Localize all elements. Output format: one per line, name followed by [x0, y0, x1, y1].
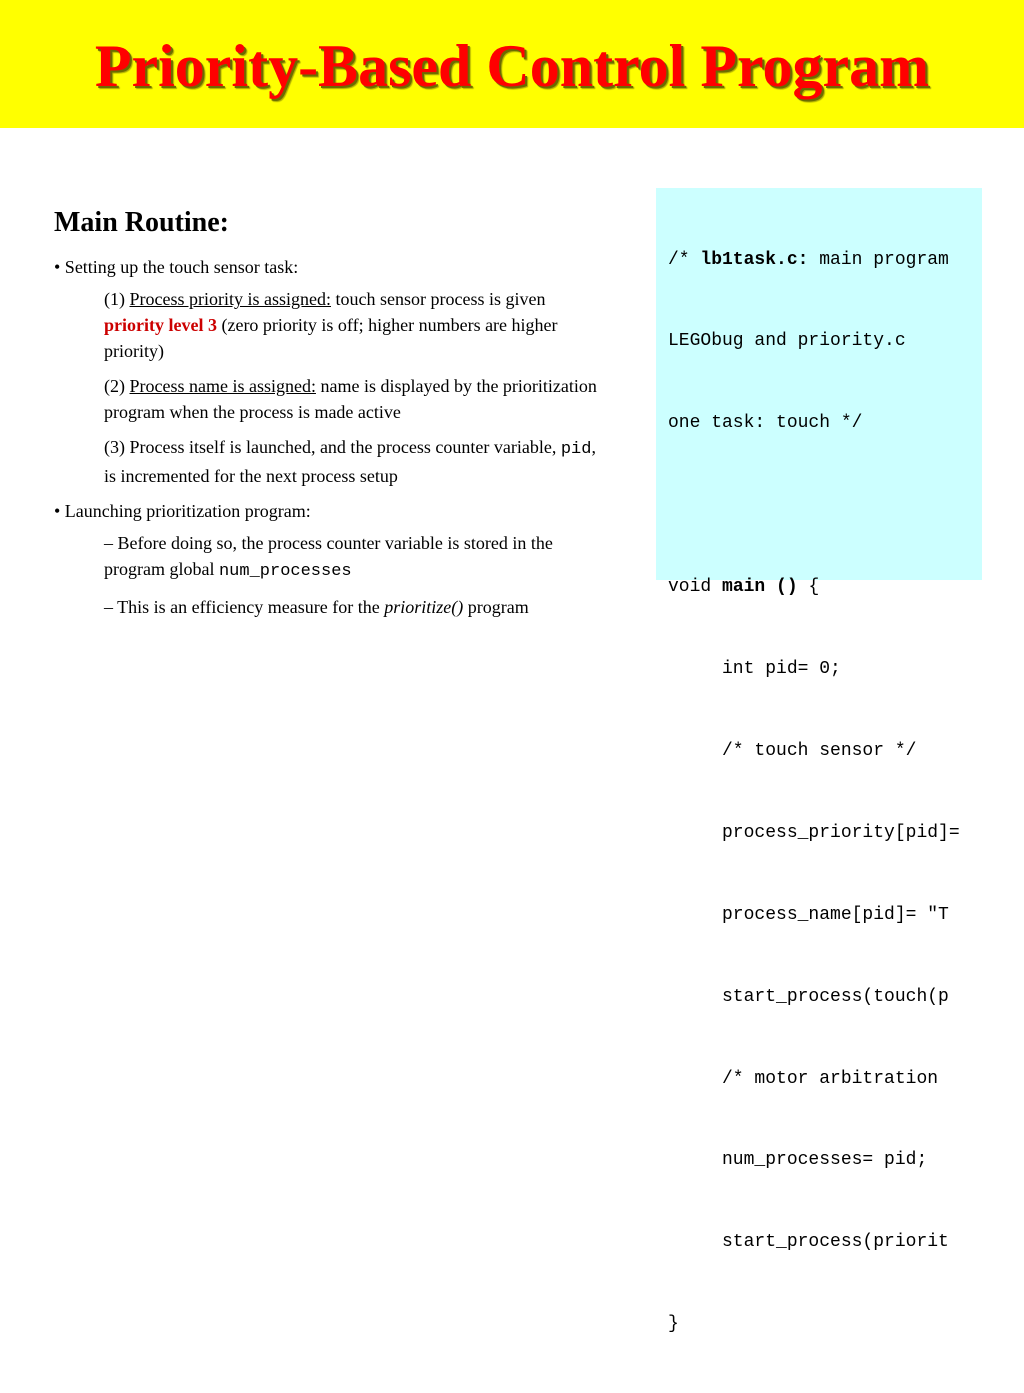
code-filename: lb1task.c:	[700, 249, 809, 270]
step-priority-assigned	[104, 286, 602, 364]
code-line-7: /* touch sensor */	[668, 740, 917, 761]
note-efficiency	[104, 594, 602, 620]
step-2-prefix: (2)	[104, 376, 130, 396]
step-1-text-b: (zero priority is off; higher numbers are higher priority)	[104, 315, 558, 361]
code-main-function: main ()	[722, 577, 798, 598]
step-2-text: name is displayed by the prioritization program when the process is made active	[104, 376, 597, 422]
note-counter-stored	[104, 530, 602, 585]
step-process-launched	[104, 434, 602, 489]
code-line-4	[668, 492, 960, 519]
pid-code: pid	[560, 440, 592, 459]
step-3-text-b: , is incremented for the next process setup	[104, 437, 596, 486]
main-routine-heading: Main Routine:	[54, 207, 229, 238]
code-line-6: int pid= 0;	[668, 659, 841, 680]
code-line-12: num_processes= pid;	[668, 1150, 928, 1171]
num-processes-code: num_processes	[218, 562, 352, 581]
code-line-2: LEGObug and priority.c	[668, 331, 906, 352]
code-line-11: /* motor arbitration	[668, 1068, 939, 1089]
step-1-prefix: (1)	[104, 289, 130, 309]
code-line-10: start_process(touch(p	[668, 986, 949, 1007]
note-1-text-a: – Before doing so, the process counter variable is stored in the program global	[104, 533, 553, 579]
priority-level-highlight: priority level 3	[104, 315, 217, 335]
code-line-8: process_priority[pid]=	[668, 822, 960, 843]
note-2-text-a: – This is an efficiency measure for the	[104, 597, 385, 617]
bullet-touch-sensor-task: • Setting up the touch sensor task:	[54, 257, 299, 277]
code-comment-open: /*	[668, 249, 701, 270]
step-2-underlined: Process name is assigned:	[129, 376, 316, 396]
step-3-text-a: (3) Process itself is launched, and the process counter variable,	[104, 437, 561, 457]
code-line-1	[668, 247, 960, 274]
prioritize-function-name: prioritize()	[384, 597, 464, 617]
code-comment-text: main program	[808, 249, 949, 270]
step-name-assigned	[104, 373, 602, 425]
code-line-5	[668, 574, 960, 601]
code-line-9: process_name[pid]= "T	[668, 904, 949, 925]
code-line-13: start_process(priorit	[668, 1232, 949, 1253]
step-1-underlined: Process priority is assigned:	[129, 289, 331, 309]
bullet-launch-prioritization: • Launching prioritization program:	[54, 501, 311, 521]
code-line-3: one task: touch */	[668, 413, 863, 434]
code-text	[668, 192, 960, 1393]
code-line-14: }	[668, 1314, 679, 1335]
step-1-text-a: touch sensor process is given	[330, 289, 546, 309]
note-2-text-b: program	[463, 597, 529, 617]
main-routine-text	[54, 204, 602, 629]
code-void-keyword: void	[668, 577, 723, 598]
code-open-brace: {	[797, 577, 820, 598]
code-listing	[656, 188, 982, 1335]
slide-title: Priority-Based Control Program	[94, 33, 930, 99]
